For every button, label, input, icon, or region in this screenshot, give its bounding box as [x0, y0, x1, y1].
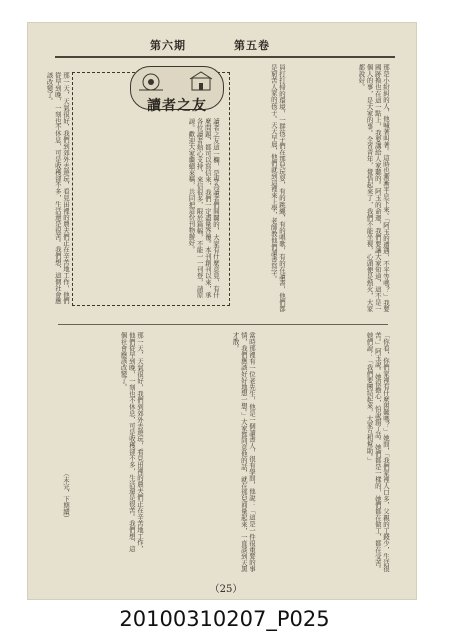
- decorative-flower-icon: [136, 70, 166, 94]
- upper-middle-text: 員打打掃的環境，一群孩子們在那兒玩耍，有的跳繩，有的唱歌，有的在讀書，他們都是窮苦人家的孩子。天天早晨，他們就到這裡來上學，老師教他們讀書寫字。: [269, 64, 286, 312]
- lower-middle-text: 當時那裡有一位老先生，他是一個讀書人，很有學問，他說：「這是一件很重要的事情，我們應該好好地想一想。」大家都同意他的話，就在那兒商量起來，一直談到天黑才散。: [231, 332, 256, 572]
- far-left-upper-text: 那一天，天氣很好，我們到郊外去遊玩，看見田裡的農夫們正在辛苦地工作，他們從早到晚，一刻也不休息，可是收穫卻不多，生活還是很苦。我們想，這個社會應該改變了。: [45, 72, 70, 304]
- header-rule: [55, 56, 395, 58]
- volume-label: 第五卷: [234, 39, 270, 52]
- continued-note: （未完，下期續）: [62, 470, 70, 522]
- issue-label: 第六期: [150, 39, 186, 52]
- page-header: [150, 38, 270, 52]
- lower-left-text: 那一天，天氣很好，我們到郊外去遊玩，看見田裡的農夫們正在辛苦地工作，他們從早到晚，一刻也不休息，可是收穫卻不多，生活還是很苦。我們想，這個社會應該改變了。: [119, 332, 144, 552]
- column-title: 讀者之友: [147, 98, 207, 114]
- image-caption: 20100310207_P025: [119, 607, 330, 631]
- lower-right-text: 「你看，你們家裡有什麼困難嗎？」她問，「我們家裡人口多，父親的工錢少，生活很苦。」阿玉說。她很擔心，怕說錯了話。她們都是一樣的，她們都在做工，都在受苦。她們說：「我們要團結起來，大家互相幫助。」: [365, 332, 390, 572]
- upper-right-text: 那是小紛糾的人，他喊著叫著。這時也漸漸平息下來。「阿玉的遭遇，不平等嗎？」我要國跡換也在這一點上，我要講給人家聽的。阿玉的命運，我們要讓大家知道，這不是一個人的事，是大家的事。全省青年，覺悟起來了，我們不能坐視，心頭便是熱火，大家都說好。: [357, 64, 390, 312]
- readers-column-text: 讀者之友這一欄，是專為讀者們開闢的，大家有什麼意見，有什麼問題，都可以寫信來，我們一定盡量答覆。本刊創刊以來，承各位讀者熱心支持，來信很多，限於篇幅，不能一一刊登，請原諒。歡迎大家繼續來稿，共同把這份刊物辦好。: [187, 118, 220, 298]
- decorative-building-icon: [186, 70, 216, 94]
- page-number: （25）: [209, 584, 243, 595]
- section-divider: [58, 324, 388, 325]
